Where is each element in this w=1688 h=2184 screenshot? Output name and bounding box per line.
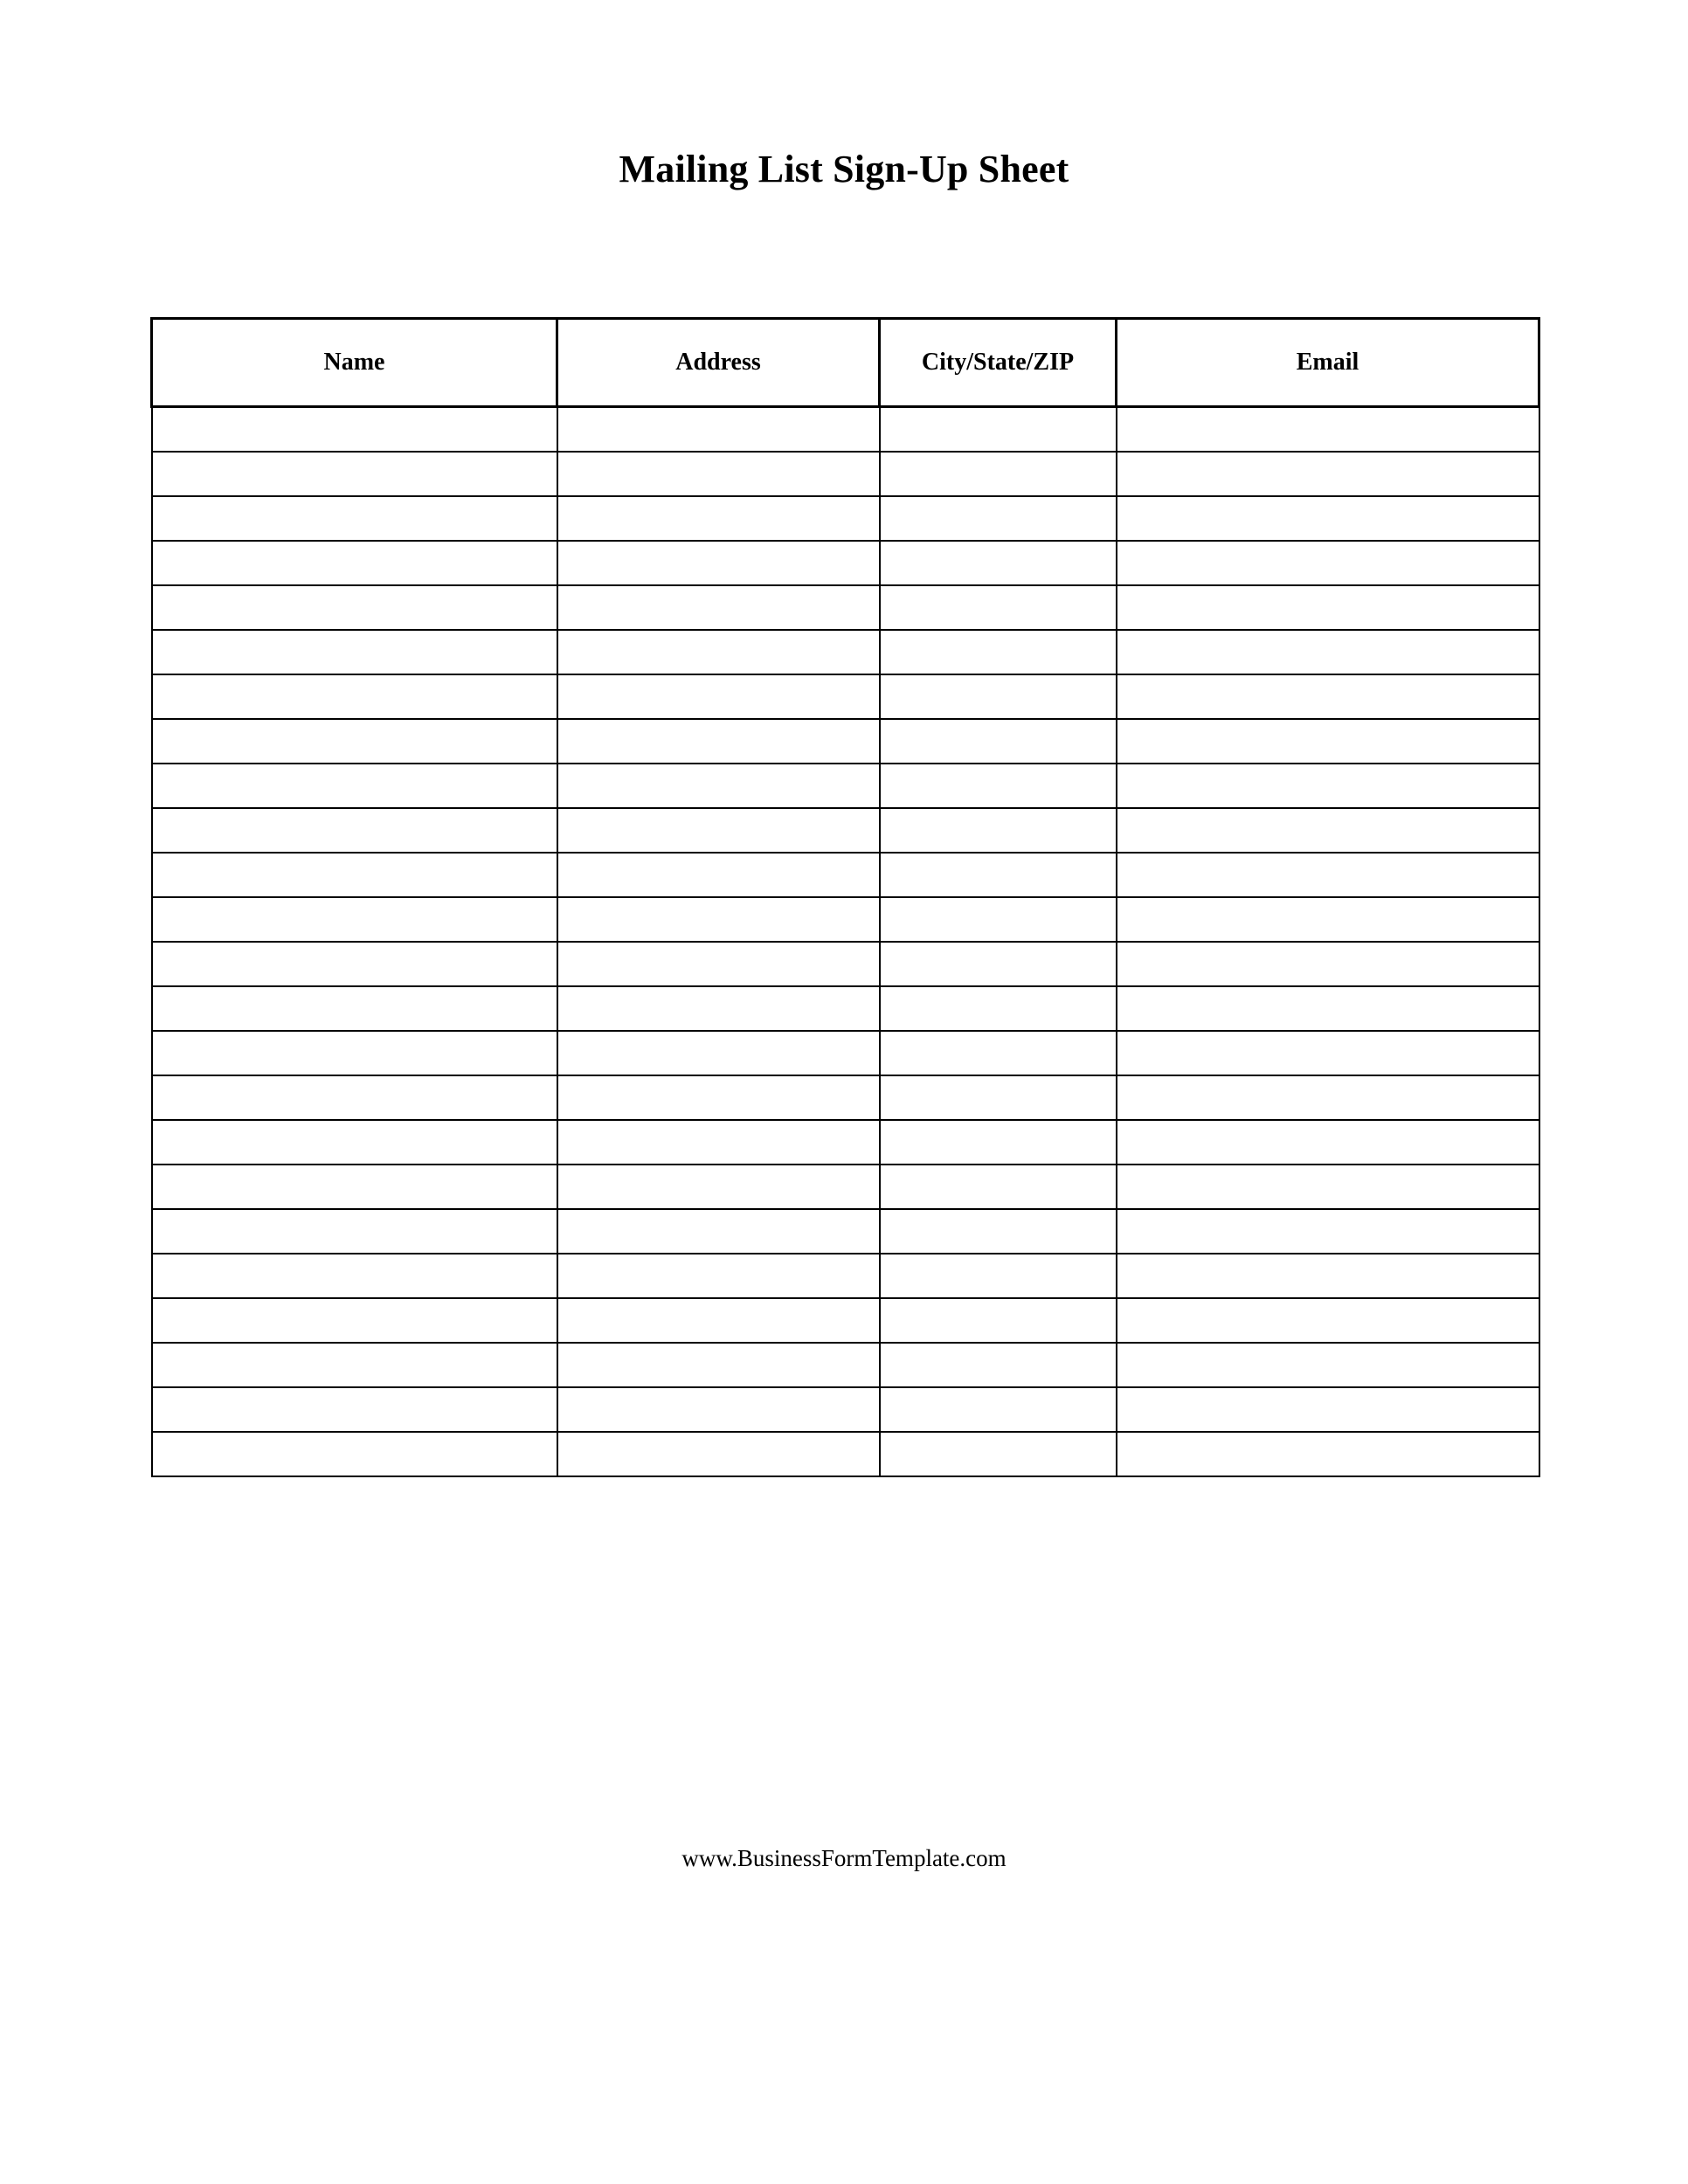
entry-cell-email[interactable] [1117, 541, 1539, 585]
entry-cell-city_state_zip[interactable] [880, 630, 1117, 674]
entry-cell-name[interactable] [152, 407, 557, 453]
table-row [152, 1298, 1539, 1343]
entry-cell-address[interactable] [557, 541, 880, 585]
entry-cell-city_state_zip[interactable] [880, 1387, 1117, 1432]
entry-cell-address[interactable] [557, 630, 880, 674]
table-row [152, 1031, 1539, 1075]
entry-cell-email[interactable] [1117, 808, 1539, 853]
table-row [152, 674, 1539, 719]
entry-cell-address[interactable] [557, 1387, 880, 1432]
entry-cell-email[interactable] [1117, 496, 1539, 541]
entry-cell-city_state_zip[interactable] [880, 719, 1117, 764]
entry-cell-name[interactable] [152, 674, 557, 719]
table-row [152, 719, 1539, 764]
entry-cell-city_state_zip[interactable] [880, 1031, 1117, 1075]
entry-cell-email[interactable] [1117, 1075, 1539, 1120]
entry-cell-name[interactable] [152, 1031, 557, 1075]
entry-cell-city_state_zip[interactable] [880, 496, 1117, 541]
entry-cell-name[interactable] [152, 1209, 557, 1254]
table-row [152, 986, 1539, 1031]
entry-cell-email[interactable] [1117, 1209, 1539, 1254]
table-row [152, 630, 1539, 674]
entry-cell-email[interactable] [1117, 986, 1539, 1031]
column-header-name: Name [152, 319, 557, 407]
entry-cell-city_state_zip[interactable] [880, 942, 1117, 986]
entry-cell-address[interactable] [557, 1120, 880, 1165]
table-row [152, 808, 1539, 853]
table-row [152, 1254, 1539, 1298]
entry-cell-address[interactable] [557, 1075, 880, 1120]
page-title: Mailing List Sign-Up Sheet [619, 148, 1069, 190]
table-body [152, 407, 1539, 1477]
entry-cell-email[interactable] [1117, 452, 1539, 496]
entry-cell-city_state_zip[interactable] [880, 585, 1117, 630]
entry-cell-name[interactable] [152, 630, 557, 674]
entry-cell-email[interactable] [1117, 1254, 1539, 1298]
entry-cell-email[interactable] [1117, 585, 1539, 630]
entry-cell-city_state_zip[interactable] [880, 541, 1117, 585]
entry-cell-address[interactable] [557, 764, 880, 808]
entry-cell-address[interactable] [557, 585, 880, 630]
entry-cell-name[interactable] [152, 1165, 557, 1209]
entry-cell-email[interactable] [1117, 719, 1539, 764]
entry-cell-address[interactable] [557, 808, 880, 853]
entry-cell-city_state_zip[interactable] [880, 407, 1117, 453]
table-header [152, 319, 1539, 407]
table-row [152, 897, 1539, 942]
entry-cell-address[interactable] [557, 674, 880, 719]
table-row [152, 496, 1539, 541]
entry-cell-name[interactable] [152, 719, 557, 764]
entry-cell-name[interactable] [152, 585, 557, 630]
entry-cell-email[interactable] [1117, 1120, 1539, 1165]
entry-cell-email[interactable] [1117, 1432, 1539, 1476]
table-row [152, 407, 1539, 453]
table-row [152, 1432, 1539, 1476]
table-row [152, 1343, 1539, 1387]
entry-cell-name[interactable] [152, 897, 557, 942]
entry-cell-name[interactable] [152, 1075, 557, 1120]
entry-cell-name[interactable] [152, 496, 557, 541]
entry-cell-email[interactable] [1117, 407, 1539, 453]
entry-cell-email[interactable] [1117, 1165, 1539, 1209]
entry-cell-city_state_zip[interactable] [880, 1120, 1117, 1165]
entry-cell-address[interactable] [557, 1298, 880, 1343]
entry-cell-city_state_zip[interactable] [880, 986, 1117, 1031]
entry-cell-name[interactable] [152, 808, 557, 853]
entry-cell-city_state_zip[interactable] [880, 764, 1117, 808]
entry-cell-email[interactable] [1117, 897, 1539, 942]
table-row [152, 1165, 1539, 1209]
entry-cell-city_state_zip[interactable] [880, 1075, 1117, 1120]
entry-cell-name[interactable] [152, 452, 557, 496]
entry-cell-address[interactable] [557, 1031, 880, 1075]
entry-cell-name[interactable] [152, 1432, 557, 1476]
entry-cell-address[interactable] [557, 452, 880, 496]
entry-cell-name[interactable] [152, 1298, 557, 1343]
entry-cell-city_state_zip[interactable] [880, 897, 1117, 942]
entry-cell-name[interactable] [152, 986, 557, 1031]
entry-cell-address[interactable] [557, 986, 880, 1031]
column-header-email: Email [1117, 319, 1539, 407]
entry-cell-name[interactable] [152, 1120, 557, 1165]
table-row [152, 1120, 1539, 1165]
entry-cell-name[interactable] [152, 764, 557, 808]
entry-cell-city_state_zip[interactable] [880, 808, 1117, 853]
table-row [152, 853, 1539, 897]
entry-cell-address[interactable] [557, 1209, 880, 1254]
entry-cell-name[interactable] [152, 1343, 557, 1387]
entry-cell-address[interactable] [557, 1432, 880, 1476]
entry-cell-address[interactable] [557, 1165, 880, 1209]
entry-cell-city_state_zip[interactable] [880, 674, 1117, 719]
entry-cell-email[interactable] [1117, 942, 1539, 986]
entry-cell-name[interactable] [152, 1254, 557, 1298]
entry-cell-address[interactable] [557, 1343, 880, 1387]
entry-cell-email[interactable] [1117, 1387, 1539, 1432]
entry-cell-city_state_zip[interactable] [880, 1254, 1117, 1298]
mailing-list-table [150, 317, 1540, 1477]
entry-cell-city_state_zip[interactable] [880, 1165, 1117, 1209]
entry-cell-address[interactable] [557, 942, 880, 986]
table-row [152, 1075, 1539, 1120]
entry-cell-name[interactable] [152, 942, 557, 986]
table-row [152, 1209, 1539, 1254]
entry-cell-email[interactable] [1117, 1031, 1539, 1075]
entry-cell-email[interactable] [1117, 630, 1539, 674]
table-row [152, 541, 1539, 585]
column-header-city-state-zip: City/State/ZIP [880, 319, 1117, 407]
entry-cell-city_state_zip[interactable] [880, 1432, 1117, 1476]
entry-cell-address[interactable] [557, 496, 880, 541]
entry-cell-city_state_zip[interactable] [880, 1298, 1117, 1343]
entry-cell-email[interactable] [1117, 764, 1539, 808]
entry-cell-email[interactable] [1117, 853, 1539, 897]
entry-cell-address[interactable] [557, 407, 880, 453]
table-header-row [152, 319, 1539, 407]
entry-cell-city_state_zip[interactable] [880, 452, 1117, 496]
entry-cell-city_state_zip[interactable] [880, 853, 1117, 897]
entry-cell-email[interactable] [1117, 674, 1539, 719]
table-row [152, 942, 1539, 986]
entry-cell-city_state_zip[interactable] [880, 1209, 1117, 1254]
entry-cell-name[interactable] [152, 853, 557, 897]
table-row [152, 1387, 1539, 1432]
footer-source-note: www.BusinessFormTemplate.com [681, 1845, 1007, 1871]
entry-cell-name[interactable] [152, 541, 557, 585]
entry-cell-address[interactable] [557, 897, 880, 942]
table-row [152, 585, 1539, 630]
signup-table-wrapper [150, 317, 1538, 1477]
entry-cell-email[interactable] [1117, 1343, 1539, 1387]
entry-cell-address[interactable] [557, 1254, 880, 1298]
column-header-address: Address [557, 319, 880, 407]
table-row [152, 764, 1539, 808]
entry-cell-address[interactable] [557, 719, 880, 764]
table-row [152, 452, 1539, 496]
entry-cell-city_state_zip[interactable] [880, 1343, 1117, 1387]
entry-cell-email[interactable] [1117, 1298, 1539, 1343]
entry-cell-name[interactable] [152, 1387, 557, 1432]
entry-cell-address[interactable] [557, 853, 880, 897]
